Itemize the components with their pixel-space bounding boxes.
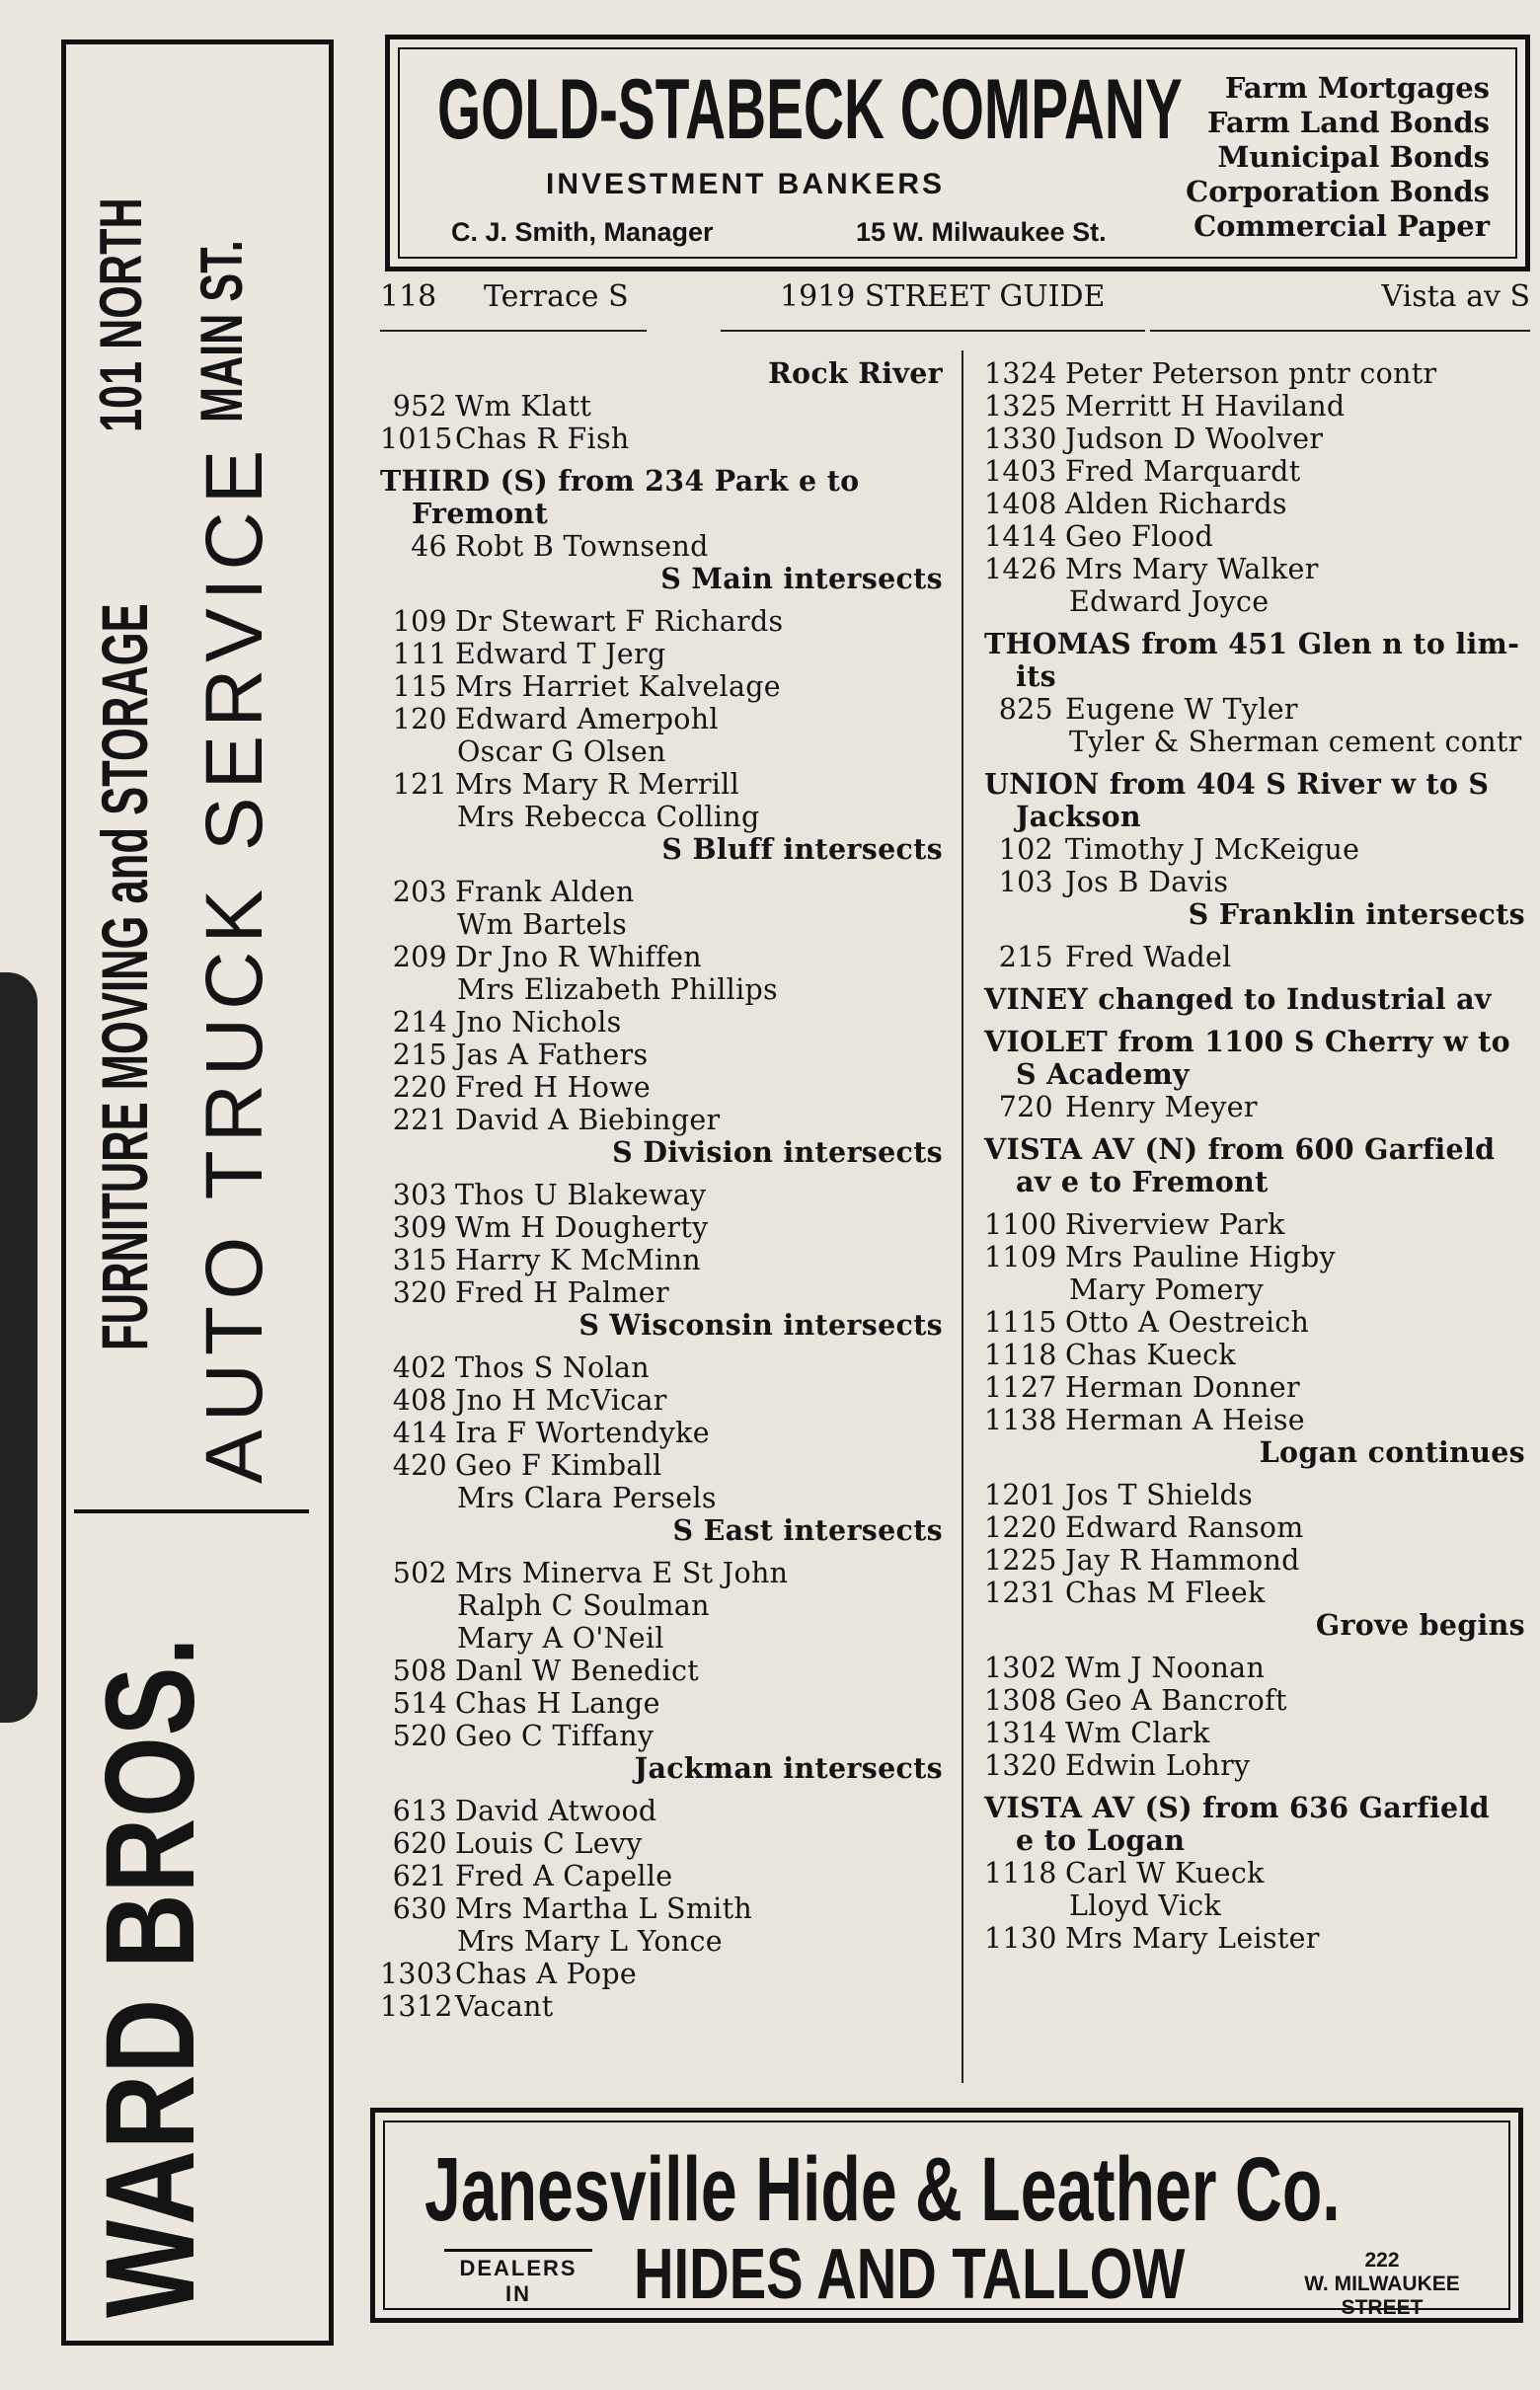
resident-name: Jas A Fathers	[455, 1039, 649, 1071]
resident-name: Dr Stewart F Richards	[455, 605, 784, 638]
directory-entry	[380, 768, 943, 801]
house-number: 502	[392, 1557, 447, 1589]
resident-name: Fred Marquardt	[1065, 455, 1301, 488]
header-right-street: Vista av S	[1381, 279, 1530, 314]
street-heading: VISTA AV (S) from 636 Garfield	[984, 1791, 1490, 1824]
directory-entry	[380, 423, 943, 455]
resident-name: Jno Nichols	[455, 1006, 622, 1039]
directory-entry	[380, 1449, 943, 1482]
resident-name: Edwin Lohry	[1065, 1749, 1251, 1782]
resident-name-continued: Lloyd Vick	[1069, 1889, 1222, 1922]
resident-name-continued: Ralph C Soulman	[457, 1589, 710, 1622]
house-number: 214	[392, 1006, 447, 1039]
header-title: 1919 STREET GUIDE	[780, 279, 1106, 314]
house-number: 1225	[984, 1544, 1057, 1577]
resident-name-continued: Mrs Clara Persels	[457, 1482, 717, 1514]
house-number: 1109	[984, 1241, 1057, 1273]
resident-name: Herman Donner	[1065, 1371, 1300, 1404]
house-number: 620	[392, 1827, 447, 1860]
janesville-hide-name: Janesville Hide & Leather Co.	[424, 2139, 1341, 2240]
page-number: 118	[380, 279, 437, 314]
directory-entry	[380, 876, 943, 908]
directory-entry	[984, 1749, 1525, 1782]
street-guide-right-column	[984, 357, 1525, 1955]
resident-name-continued: Mary A O'Neil	[457, 1622, 664, 1655]
directory-entry	[380, 670, 943, 703]
directory-entry	[984, 1479, 1525, 1511]
street-heading: THOMAS from 451 Glen n to lim-	[984, 627, 1520, 660]
house-number: 203	[392, 876, 447, 908]
intersection-note: Rock River	[768, 356, 943, 390]
resident-name: David A Biebinger	[455, 1104, 721, 1136]
janesville-hide-address	[1283, 2249, 1481, 2320]
spacer	[380, 1547, 943, 1557]
resident-name: Dr Jno R Whiffen	[455, 941, 702, 973]
resident-name: Mrs Minerva E St John	[455, 1557, 789, 1589]
house-number: 1320	[984, 1749, 1057, 1782]
resident-name-continued: Mrs Rebecca Colling	[457, 801, 760, 833]
resident-name: David Atwood	[455, 1795, 657, 1827]
resident-name-continued: Edward Joyce	[1069, 585, 1270, 618]
house-number: 952	[392, 390, 447, 423]
resident-name: Chas A Pope	[455, 1958, 638, 1990]
house-number: 46	[411, 530, 447, 563]
directory-entry	[984, 1208, 1525, 1241]
column-divider	[962, 350, 963, 2083]
resident-name: Wm Clark	[1065, 1717, 1210, 1749]
spacer	[380, 1342, 943, 1351]
resident-name: Chas M Fleek	[1065, 1577, 1266, 1609]
house-number: 520	[392, 1720, 447, 1752]
resident-name: Fred A Capelle	[455, 1860, 673, 1892]
resident-name: Geo Flood	[1065, 520, 1214, 553]
house-number: 825	[998, 693, 1053, 726]
house-number: 220	[392, 1071, 447, 1104]
directory-entry	[380, 605, 943, 638]
resident-name: Timothy J McKeigue	[1065, 833, 1360, 866]
resident-name: Riverview Park	[1065, 1208, 1285, 1241]
resident-name: Herman A Heise	[1065, 1404, 1305, 1436]
directory-entry	[380, 1417, 943, 1449]
house-number: 402	[392, 1351, 447, 1384]
gold-stabeck-name: GOLD-STABECK COMPANY	[437, 62, 1183, 157]
resident-name: Danl W Benedict	[455, 1655, 700, 1687]
spacer	[984, 931, 1525, 941]
intersection-note: S Franklin intersects	[1188, 897, 1525, 931]
house-number: 109	[392, 605, 447, 638]
ward-bros-advertisement	[61, 39, 334, 2346]
house-number: 1138	[984, 1404, 1057, 1436]
directory-entry	[984, 423, 1525, 455]
house-number: 120	[392, 703, 447, 735]
house-number: 414	[392, 1417, 447, 1449]
directory-entry	[380, 1104, 943, 1136]
house-number: 102	[998, 833, 1053, 866]
house-number: 1015	[380, 423, 453, 455]
resident-name: Geo A Bancroft	[1065, 1684, 1287, 1717]
directory-entry	[380, 1276, 943, 1309]
directory-entry	[380, 1860, 943, 1892]
spacer	[380, 595, 943, 605]
intersection-note: S Wisconsin intersects	[578, 1308, 943, 1342]
house-number: 111	[392, 638, 447, 670]
resident-name: Robt B Townsend	[455, 530, 709, 563]
address-number: 222	[1364, 2249, 1400, 2272]
house-number: 215	[392, 1039, 447, 1071]
house-number: 215	[998, 941, 1053, 973]
house-number: 1220	[984, 1511, 1057, 1544]
header-left-street: Terrace S	[484, 279, 629, 314]
resident-name: Mrs Martha L Smith	[455, 1892, 753, 1925]
house-number: 1303	[380, 1958, 453, 1990]
address-street: W. MILWAUKEE	[1304, 2273, 1460, 2295]
resident-name: Alden Richards	[1065, 488, 1287, 520]
ward-bros-address-line1: 101 NORTH	[88, 197, 154, 432]
intersection-note: S Main intersects	[660, 562, 943, 595]
resident-name: Wm H Dougherty	[455, 1211, 709, 1244]
house-number: 221	[392, 1104, 447, 1136]
gold-stabeck-subtitle: INVESTMENT BANKERS	[546, 168, 946, 200]
ward-bros-name: WARD BROS.	[80, 1636, 221, 2318]
ward-bros-divider	[74, 1509, 309, 1513]
house-number: 630	[392, 1892, 447, 1925]
house-number: 408	[392, 1384, 447, 1417]
resident-name: Mrs Pauline Higby	[1065, 1241, 1336, 1273]
directory-entry	[984, 1306, 1525, 1339]
house-number: 1324	[984, 357, 1057, 390]
house-number: 1312	[380, 1990, 453, 2023]
house-number: 720	[998, 1091, 1053, 1123]
resident-name: Chas H Lange	[455, 1687, 660, 1720]
house-number: 1115	[984, 1306, 1057, 1339]
directory-entry	[380, 703, 943, 735]
house-number: 1330	[984, 423, 1057, 455]
resident-name-continued: Tyler & Sherman cement contr	[1069, 726, 1522, 758]
street-heading: VINEY changed to Industrial av	[984, 982, 1492, 1016]
directory-entry	[984, 1577, 1525, 1609]
house-number: 309	[392, 1211, 447, 1244]
resident-name: Harry K McMinn	[455, 1244, 701, 1276]
resident-name: Chas Kueck	[1065, 1339, 1236, 1371]
house-number: 621	[392, 1860, 447, 1892]
house-number: 1127	[984, 1371, 1057, 1404]
directory-entry	[984, 833, 1525, 866]
resident-name: Mrs Harriet Kalvelage	[455, 670, 781, 703]
directory-entry	[380, 1557, 943, 1589]
house-number: 121	[392, 768, 447, 801]
resident-name: Jos T Shields	[1065, 1479, 1254, 1511]
directory-entry	[984, 1371, 1525, 1404]
resident-name: Thos S Nolan	[455, 1351, 650, 1384]
ward-bros-service: AUTO TRUCK SERVICE	[190, 441, 279, 1484]
resident-name: Fred H Palmer	[455, 1276, 669, 1309]
resident-name: Vacant	[455, 1990, 554, 2023]
directory-entry	[380, 941, 943, 973]
resident-name: Jos B Davis	[1065, 866, 1229, 898]
page-binding-edge	[0, 972, 38, 1723]
directory-entry	[984, 1404, 1525, 1436]
street-heading-continued: Jackson	[1016, 800, 1141, 833]
resident-name-continued: Mrs Mary L Yonce	[457, 1925, 723, 1958]
house-number: 1314	[984, 1717, 1057, 1749]
house-number: 1130	[984, 1922, 1057, 1955]
gold-stabeck-manager: C. J. Smith, Manager	[451, 217, 714, 247]
house-number: 303	[392, 1179, 447, 1211]
directory-entry	[380, 1006, 943, 1039]
street-guide-left-column	[380, 357, 943, 2023]
directory-entry	[380, 1655, 943, 1687]
intersection-note: Jackman intersects	[634, 1751, 943, 1785]
house-number: 1118	[984, 1857, 1057, 1889]
spacer	[984, 1469, 1525, 1479]
directory-entry	[380, 1827, 943, 1860]
street-heading: VISTA AV (N) from 600 Garfield	[984, 1132, 1496, 1166]
directory-entry	[984, 941, 1525, 973]
directory-entry	[984, 1857, 1525, 1889]
resident-name-continued: Wm Bartels	[457, 908, 627, 941]
resident-name: Geo F Kimball	[455, 1449, 662, 1482]
directory-entry	[380, 1384, 943, 1417]
spacer	[380, 1169, 943, 1179]
house-number: 320	[392, 1276, 447, 1309]
gold-stabeck-advertisement	[385, 35, 1530, 271]
directory-entry	[984, 1091, 1525, 1123]
directory-entry	[380, 1958, 943, 1990]
resident-name: Edward Amerpohl	[455, 703, 719, 735]
janesville-hide-advertisement	[370, 2108, 1523, 2323]
house-number: 1100	[984, 1208, 1057, 1241]
directory-entry	[984, 357, 1525, 390]
resident-name: Jno H McVicar	[455, 1384, 667, 1417]
directory-entry	[380, 1351, 943, 1384]
house-number: 613	[392, 1795, 447, 1827]
intersection-note: Grove begins	[1315, 1608, 1525, 1642]
resident-name: Peter Peterson pntr contr	[1065, 357, 1437, 390]
house-number: 1408	[984, 488, 1057, 520]
house-number: 514	[392, 1687, 447, 1720]
resident-name: Mrs Mary R Merrill	[455, 768, 740, 801]
directory-entry	[984, 520, 1525, 553]
resident-name: Ira F Wortendyke	[455, 1417, 710, 1449]
resident-name: Frank Alden	[455, 876, 635, 908]
janesville-hide-product: HIDES AND TALLOW	[634, 2235, 1186, 2314]
resident-name: Fred Wadel	[1065, 941, 1232, 973]
resident-name: Chas R Fish	[455, 423, 630, 455]
house-number: 420	[392, 1449, 447, 1482]
directory-entry	[984, 1684, 1525, 1717]
address-suffix: STREET	[1341, 2296, 1424, 2319]
house-number: 1302	[984, 1652, 1057, 1684]
house-number: 1201	[984, 1479, 1057, 1511]
directory-entry	[984, 1652, 1525, 1684]
ad-inner-border	[383, 2120, 1510, 2319]
resident-name: Carl W Kueck	[1065, 1857, 1265, 1889]
directory-entry	[984, 1717, 1525, 1749]
street-heading-continued: Fremont	[412, 497, 549, 530]
directory-entry	[380, 1892, 943, 1925]
directory-entry	[984, 1241, 1525, 1273]
directory-entry	[984, 866, 1525, 898]
directory-entry	[380, 1720, 943, 1752]
resident-name: Geo C Tiffany	[455, 1720, 654, 1752]
intersection-note: S East intersects	[672, 1513, 943, 1547]
house-number: 103	[998, 866, 1053, 898]
house-number: 115	[392, 670, 447, 703]
street-heading: THIRD (S) from 234 Park e to	[380, 464, 860, 498]
header-rule-center	[721, 330, 1145, 332]
directory-entry	[984, 488, 1525, 520]
ward-bros-tagline: FURNITURE MOVING and STORAGE	[88, 603, 161, 1350]
janesville-hide-dealers: DEALERS IN	[444, 2249, 592, 2313]
directory-entry	[984, 1339, 1525, 1371]
resident-name: Mrs Mary Walker	[1065, 553, 1319, 585]
street-heading: VIOLET from 1100 S Cherry w to	[984, 1025, 1510, 1058]
spacer	[984, 1642, 1525, 1652]
gold-stabeck-offerings	[1186, 71, 1490, 244]
street-heading-continued: S Academy	[1016, 1057, 1190, 1091]
directory-entry	[380, 638, 943, 670]
resident-name: Judson D Woolver	[1065, 423, 1324, 455]
directory-entry	[984, 1511, 1525, 1544]
ward-bros-address-line2: MAIN ST.	[189, 240, 255, 423]
house-number: 1414	[984, 520, 1057, 553]
header-rule-left	[380, 330, 647, 332]
street-heading-continued: av e to Fremont	[1016, 1165, 1269, 1198]
resident-name: Otto A Oestreich	[1065, 1306, 1310, 1339]
directory-entry	[380, 390, 943, 423]
directory-entry	[380, 1039, 943, 1071]
street-heading-continued: its	[1016, 659, 1056, 693]
offering-item: Farm Mortgages	[1224, 71, 1490, 105]
directory-entry	[380, 530, 943, 563]
ad-inner-border	[398, 47, 1517, 259]
directory-entry	[984, 455, 1525, 488]
directory-entry	[984, 553, 1525, 585]
resident-name: Fred H Howe	[455, 1071, 652, 1104]
resident-name: Louis C Levy	[455, 1827, 643, 1860]
resident-name: Edward T Jerg	[455, 638, 666, 670]
intersection-note: S Division intersects	[612, 1135, 943, 1169]
street-heading: UNION from 404 S River w to S	[984, 767, 1490, 801]
spacer	[380, 1785, 943, 1795]
resident-name: Thos U Blakeway	[455, 1179, 707, 1211]
offering-item: Commercial Paper	[1194, 209, 1490, 243]
spacer	[380, 866, 943, 876]
intersection-note: S Bluff intersects	[661, 832, 943, 866]
house-number: 1231	[984, 1577, 1057, 1609]
offering-item: Municipal Bonds	[1217, 140, 1490, 174]
directory-entry	[984, 1922, 1525, 1955]
resident-name: Edward Ransom	[1065, 1511, 1304, 1544]
resident-name: Wm J Noonan	[1065, 1652, 1266, 1684]
resident-name: Jay R Hammond	[1065, 1544, 1300, 1577]
directory-entry	[380, 1211, 943, 1244]
house-number: 315	[392, 1244, 447, 1276]
directory-entry	[380, 1990, 943, 2023]
resident-name: Henry Meyer	[1065, 1091, 1258, 1123]
house-number: 1426	[984, 553, 1057, 585]
directory-entry	[984, 1544, 1525, 1577]
resident-name-continued: Mary Pomery	[1069, 1273, 1265, 1306]
directory-entry	[984, 693, 1525, 726]
house-number: 508	[392, 1655, 447, 1687]
resident-name-continued: Oscar G Olsen	[457, 735, 666, 768]
house-number: 1325	[984, 390, 1057, 423]
spacer	[984, 1198, 1525, 1208]
directory-entry	[984, 390, 1525, 423]
house-number: 1403	[984, 455, 1057, 488]
resident-name: Mrs Mary Leister	[1065, 1922, 1320, 1955]
directory-entry	[380, 1795, 943, 1827]
resident-name: Eugene W Tyler	[1065, 693, 1298, 726]
house-number: 1118	[984, 1339, 1057, 1371]
house-number: 209	[392, 941, 447, 973]
street-heading-continued: e to Logan	[1016, 1823, 1186, 1857]
resident-name-continued: Mrs Elizabeth Phillips	[457, 973, 778, 1006]
directory-entry	[380, 1179, 943, 1211]
directory-entry	[380, 1071, 943, 1104]
offering-item: Corporation Bonds	[1186, 175, 1490, 208]
house-number: 1308	[984, 1684, 1057, 1717]
intersection-note: Logan continues	[1259, 1435, 1525, 1469]
offering-item: Farm Land Bonds	[1206, 106, 1490, 139]
resident-name: Wm Klatt	[455, 390, 592, 423]
header-rule-right	[1150, 330, 1530, 332]
directory-entry	[380, 1687, 943, 1720]
directory-entry	[380, 1244, 943, 1276]
resident-name: Merritt H Haviland	[1065, 390, 1346, 423]
gold-stabeck-address: 15 W. Milwaukee St.	[856, 217, 1107, 247]
